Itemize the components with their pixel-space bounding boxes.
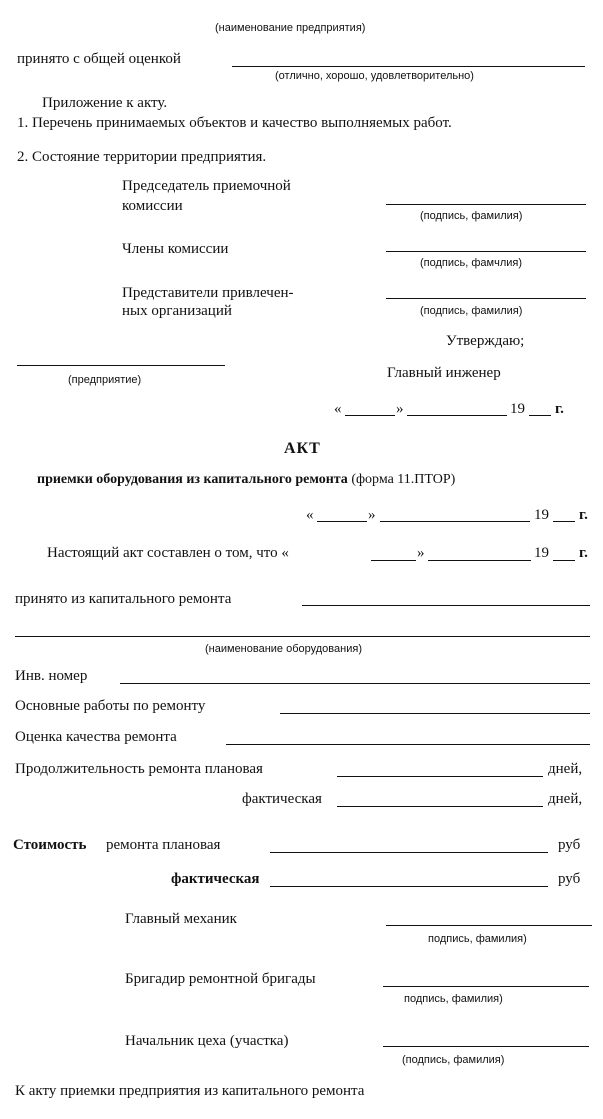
planned-cost-line[interactable] xyxy=(270,852,548,853)
drafted-month-line[interactable] xyxy=(428,560,531,561)
approve-date-day-line[interactable] xyxy=(345,415,395,416)
enterprise-name-caption: (наименование предприятия) xyxy=(215,22,366,34)
chief-mechanic-caption: подпись, фамилия) xyxy=(428,933,527,945)
quality-label: Оценка качества ремонта xyxy=(15,729,177,745)
accepted-from-line[interactable] xyxy=(302,605,590,606)
approve-label: Утверждаю; xyxy=(446,333,525,349)
approve-date-month-line[interactable] xyxy=(407,415,507,416)
rating-field-line[interactable] xyxy=(232,66,585,67)
chief-engineer-label: Главный инженер xyxy=(387,365,501,381)
planned-duration-line[interactable] xyxy=(337,776,543,777)
act-date-open-quote: « xyxy=(306,507,314,523)
chief-mechanic-label: Главный механик xyxy=(125,911,237,927)
accepted-from-label: принято из капитального ремонта xyxy=(15,591,232,607)
approve-date-year: 19 xyxy=(510,401,525,417)
members-label: Члены комиссии xyxy=(122,241,229,257)
act-form-number: (форма 11.ПТОР) xyxy=(351,472,456,487)
rub-label-1: руб xyxy=(558,837,581,853)
appendix-item-2: 2. Состояние территории предприятия. xyxy=(17,149,267,165)
act-subtitle: приемки оборудования из капитального ремонта xyxy=(37,472,348,487)
enterprise-caption: (предприятие) xyxy=(68,374,142,386)
actual-cost-line[interactable] xyxy=(270,886,548,887)
reps-signature-caption: (подпись, фамилия) xyxy=(420,305,523,317)
members-signature-caption: (подпись, фамчлия) xyxy=(420,257,523,269)
drafted-year: 19 xyxy=(534,545,549,561)
inv-number-label: Инв. номер xyxy=(15,668,88,684)
act-date-close-quote: » xyxy=(368,507,376,523)
foreman-label: Бригадир ремонтной бригады xyxy=(125,971,316,987)
foreman-signature-line[interactable] xyxy=(383,986,589,987)
reps-label-line2: ных организаций xyxy=(122,303,232,319)
days-label-2: дней, xyxy=(548,791,583,807)
chair-signature-line[interactable] xyxy=(386,204,586,205)
chief-mechanic-signature-line[interactable] xyxy=(386,925,592,926)
drafted-close-quote: » xyxy=(417,545,425,561)
actual-cost-label: фактическая xyxy=(171,871,260,887)
approve-date-g: г. xyxy=(555,401,564,417)
main-works-label: Основные работы по ремонту xyxy=(15,698,206,714)
cost-label: Стоимость xyxy=(13,837,87,853)
act-date-month-line[interactable] xyxy=(380,521,530,522)
act-drafted-text: Настоящий акт составлен о том, что « xyxy=(47,545,289,561)
enterprise-field-line[interactable] xyxy=(17,365,225,366)
drafted-year-line[interactable] xyxy=(553,560,575,561)
chair-label-line2: комиссии xyxy=(122,198,183,214)
approve-date-year-line[interactable] xyxy=(529,415,551,416)
act-date-year: 19 xyxy=(534,507,549,523)
quality-line[interactable] xyxy=(226,744,590,745)
appendix-title: Приложение к акту. xyxy=(42,95,168,111)
inv-number-line[interactable] xyxy=(120,683,590,684)
appendix-item-1: 1. Перечень принимаемых объектов и качество выполняемых работ. xyxy=(17,115,452,131)
act-date-day-line[interactable] xyxy=(317,521,367,522)
approve-date-close-quote: » xyxy=(396,401,404,417)
equipment-caption: (наименование оборудования) xyxy=(205,643,362,655)
accepted-rating-label: принято с общей оценкой xyxy=(17,51,181,67)
members-signature-line[interactable] xyxy=(386,251,586,252)
foreman-caption: подпись, фамилия) xyxy=(404,993,503,1005)
drafted-g: г. xyxy=(579,545,588,561)
reps-signature-line[interactable] xyxy=(386,298,586,299)
chair-signature-caption: (подпись, фамилия) xyxy=(420,210,523,222)
reps-label-line1: Представители привлечен- xyxy=(122,285,294,301)
rating-caption: (отлично, хорошо, удовлетворительно) xyxy=(275,70,474,82)
shop-head-signature-line[interactable] xyxy=(383,1046,589,1047)
rub-label-2: руб xyxy=(558,871,581,887)
chair-label-line1: Председатель приемочной xyxy=(122,178,291,194)
duration-label: Продолжительность ремонта плановая xyxy=(15,761,263,777)
act-date-g: г. xyxy=(579,507,588,523)
act-date-year-line[interactable] xyxy=(553,521,575,522)
actual-duration-line[interactable] xyxy=(337,806,543,807)
footer-text: К акту приемки предприятия из капитального ремонта xyxy=(15,1083,365,1099)
approve-date-open-quote: « xyxy=(334,401,342,417)
act-heading: АКТ xyxy=(284,440,321,457)
actual-duration-label: фактическая xyxy=(242,791,322,807)
days-label-1: дней, xyxy=(548,761,583,777)
shop-head-label: Начальник цеха (участка) xyxy=(125,1033,289,1049)
cost-planned-label: ремонта плановая xyxy=(105,837,221,853)
equipment-name-line[interactable] xyxy=(15,636,590,637)
main-works-line[interactable] xyxy=(280,713,590,714)
drafted-day-line[interactable] xyxy=(371,560,416,561)
shop-head-caption: (подпись, фамилия) xyxy=(402,1054,505,1066)
